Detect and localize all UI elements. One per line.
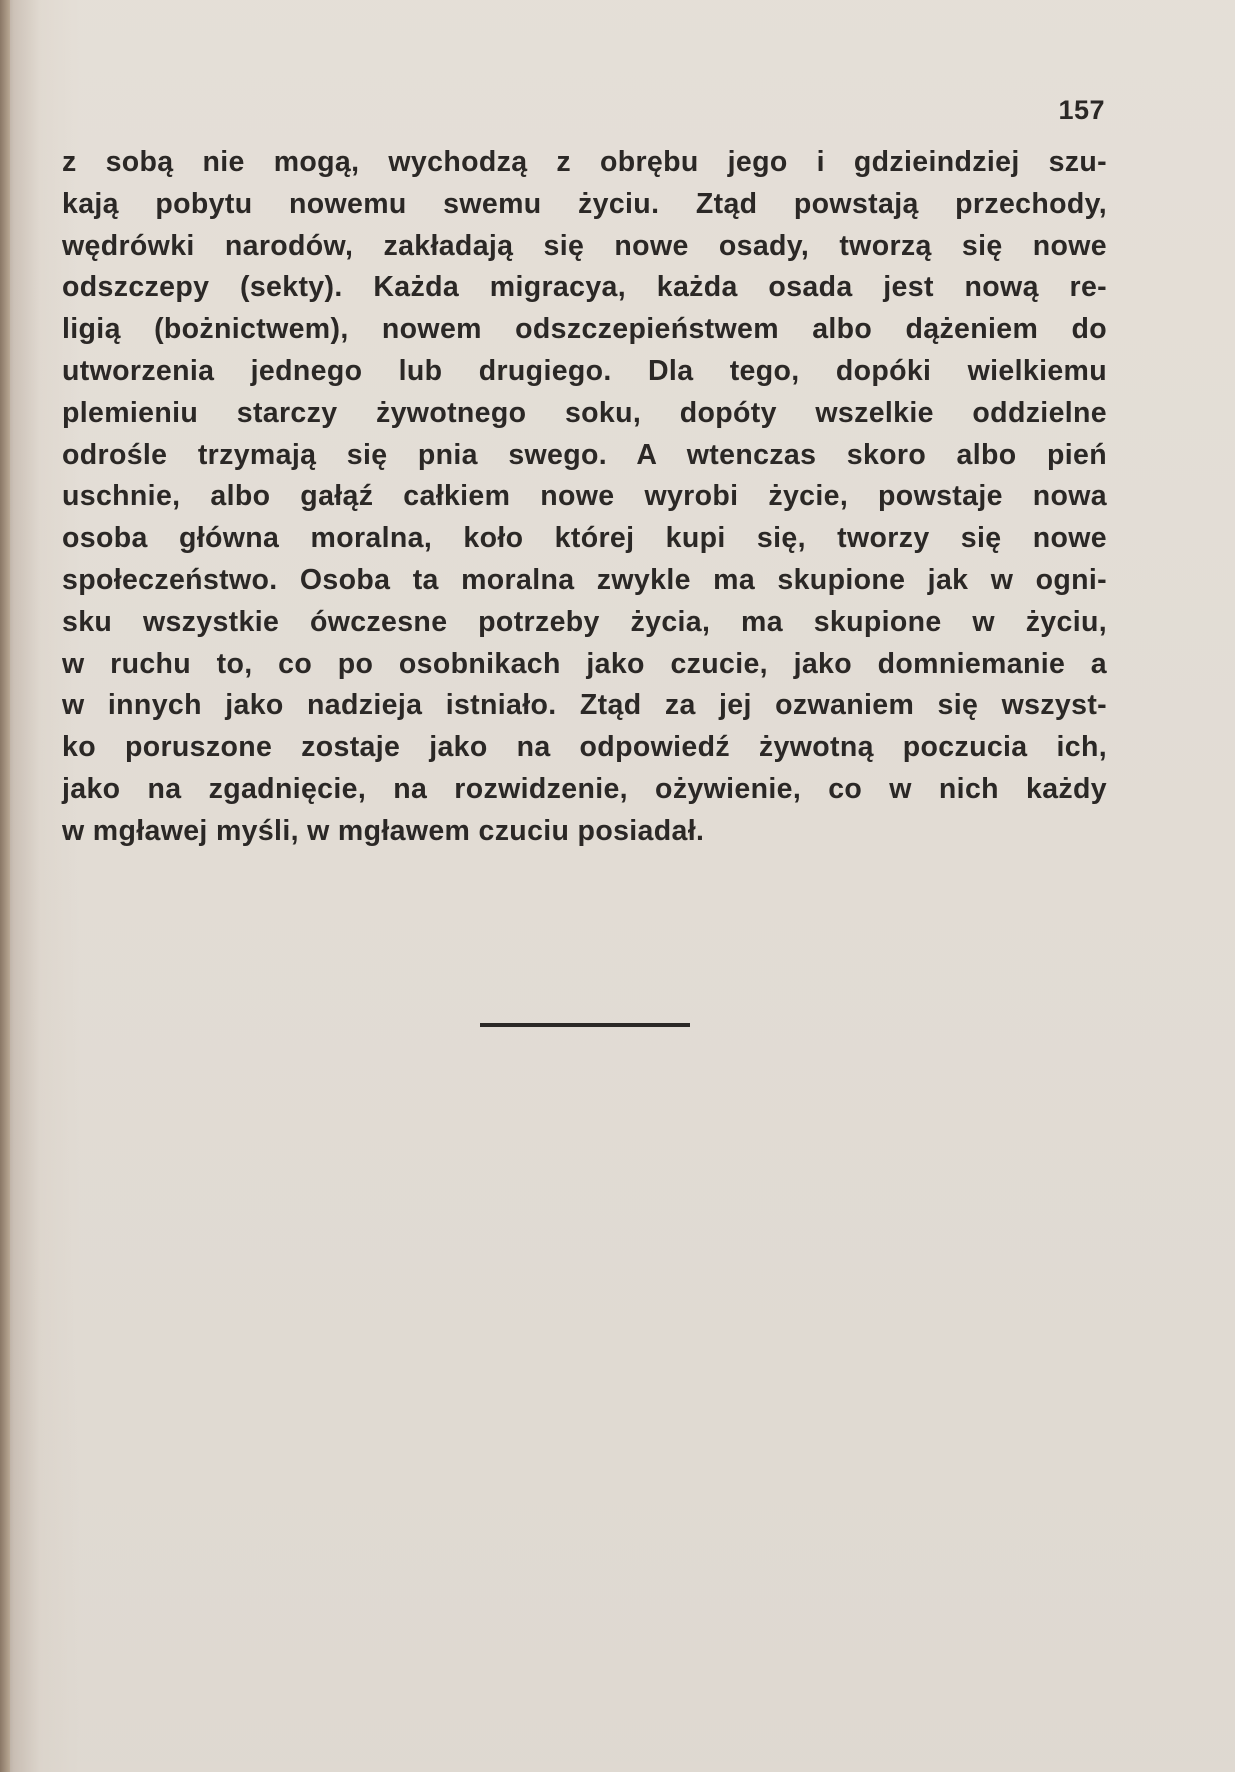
text-line: w innych jako nadzieja istniało. Ztąd za jej ozwaniem się wszyst- — [62, 689, 1107, 722]
page-spine-edge — [0, 0, 10, 1772]
text-line: plemieniu starczy żywotnego soku, dopóty wszelkie oddzielne — [62, 396, 1107, 429]
section-end-rule — [480, 1023, 690, 1027]
text-line: sku wszystkie ówczesne potrzeby życia, ma skupione w życiu, — [62, 605, 1107, 638]
body-text — [62, 142, 1107, 853]
text-line: odrośle trzymają się pnia swego. A wtenczas skoro albo pień — [62, 438, 1107, 471]
text-line: uschnie, albo gałąź całkiem nowe wyrobi życie, powstaje nowa — [62, 480, 1107, 513]
text-line: w ruchu to, co po osobnikach jako czucie, jako domniemanie a — [62, 647, 1107, 680]
text-line: ko poruszone zostaje jako na odpowiedź żywotną poczucia ich, — [62, 731, 1107, 764]
text-line: w mgławej myśli, w mgławem czuciu posiadał. — [62, 814, 705, 847]
text-line: społeczeństwo. Osoba ta moralna zwykle ma skupione jak w ogni- — [62, 563, 1107, 596]
text-line: kają pobytu nowemu swemu życiu. Ztąd powstają przechody, — [62, 187, 1107, 220]
page-number: 157 — [1058, 95, 1105, 125]
text-line: jako na zgadnięcie, na rozwidzenie, ożywienie, co w nich każdy — [62, 772, 1107, 805]
text-line: osoba główna moralna, koło której kupi się, tworzy się nowe — [62, 522, 1107, 555]
text-line: odszczepy (sekty). Każda migracya, każda osada jest nową re- — [62, 271, 1107, 304]
text-line: utworzenia jednego lub drugiego. Dla tego, dopóki wielkiemu — [62, 354, 1107, 387]
text-line: ligią (bożnictwem), nowem odszczepieństwem albo dążeniem do — [62, 313, 1107, 346]
text-line: z sobą nie mogą, wychodzą z obrębu jego i gdzieindziej szu- — [62, 146, 1107, 178]
text-line: wędrówki narodów, zakładają się nowe osady, tworzą się nowe — [62, 229, 1107, 262]
